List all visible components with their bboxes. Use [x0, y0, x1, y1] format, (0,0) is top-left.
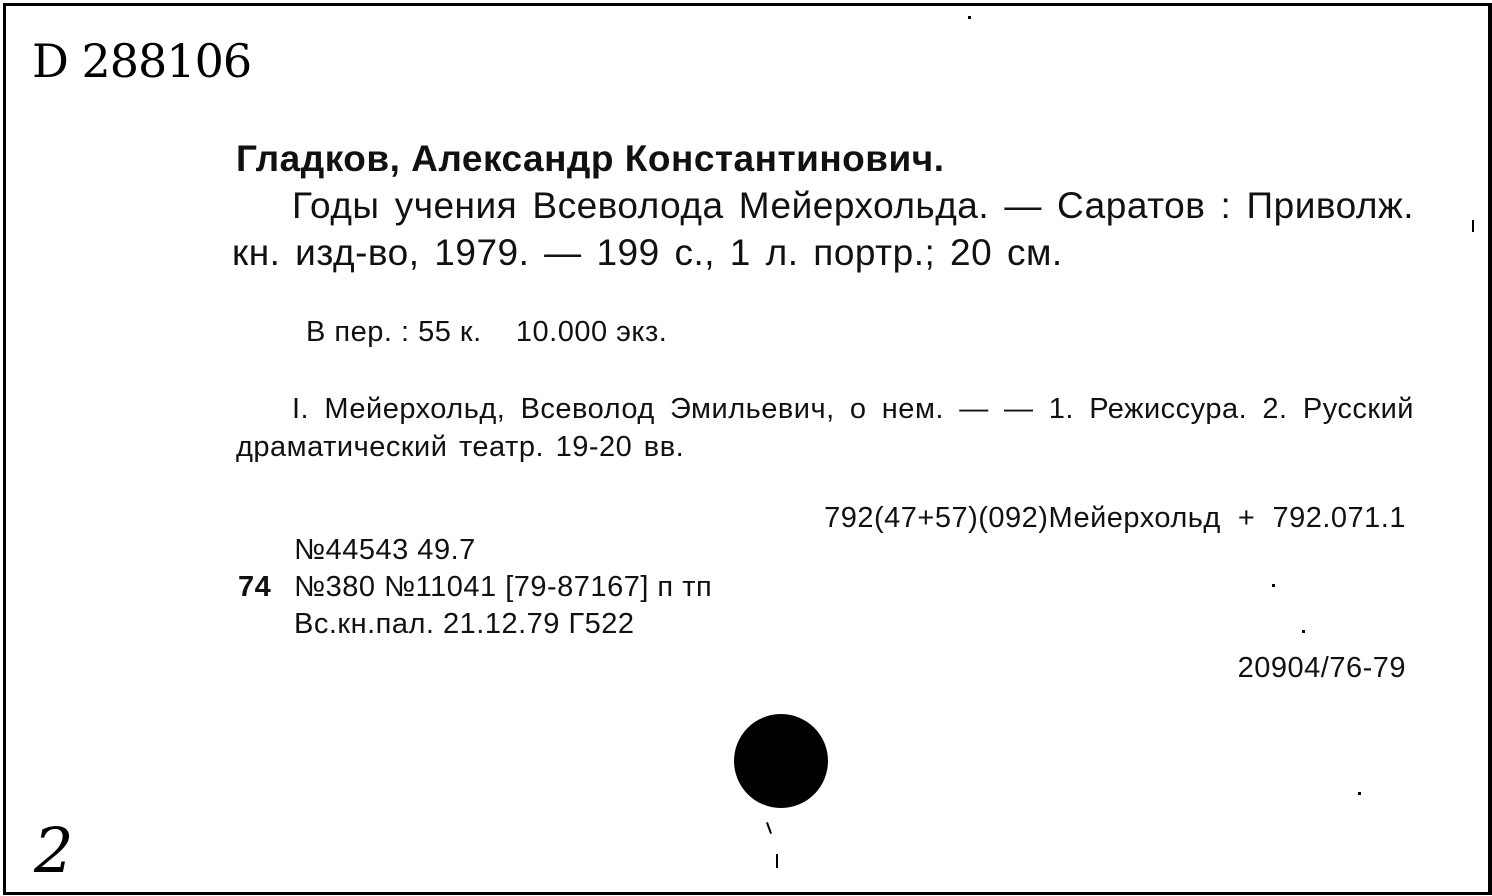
record-line-3: Вс.кн.пал. 21.12.79 Г522	[294, 608, 635, 640]
subject-headings: I. Мейерхольд, Всеволод Эмильевич, о нем. — — 1. Режиссура. 2. Русский драматический театр. 19-20 вв.	[236, 393, 1414, 463]
scan-speck	[776, 854, 778, 868]
handwritten-mark: 2	[34, 814, 74, 887]
scan-speck	[1472, 220, 1474, 232]
scan-speck	[1358, 792, 1361, 795]
scan-speck	[968, 16, 971, 19]
record-line-1: №44543 49.7	[294, 534, 476, 566]
price-and-print-run: В пер. : 55 к. 10.000 экз.	[306, 316, 668, 348]
scan-speck	[1272, 584, 1275, 587]
scan-speck	[766, 822, 772, 834]
record-line-2: №380 №11041 [79-87167] п тп	[294, 571, 713, 603]
bibliographic-description: Годы учения Всеволода Мейерхольда. — Саратов : Приволж. кн. изд-во, 1979. — 199 с., 1 л. портр.; 20 см.	[232, 185, 1414, 273]
record-line-2-number: 74	[238, 571, 272, 603]
catalog-card	[3, 3, 1492, 895]
order-number: 20904/76-79	[1237, 652, 1406, 684]
handwritten-call-number: D 288106	[32, 34, 252, 88]
scan-speck	[1302, 630, 1305, 633]
classification-index: 792(47+57)(092)Мейерхольд + 792.071.1	[824, 502, 1406, 534]
author-heading: Гладков, Александр Константинович.	[236, 138, 945, 179]
punch-hole	[734, 714, 828, 808]
